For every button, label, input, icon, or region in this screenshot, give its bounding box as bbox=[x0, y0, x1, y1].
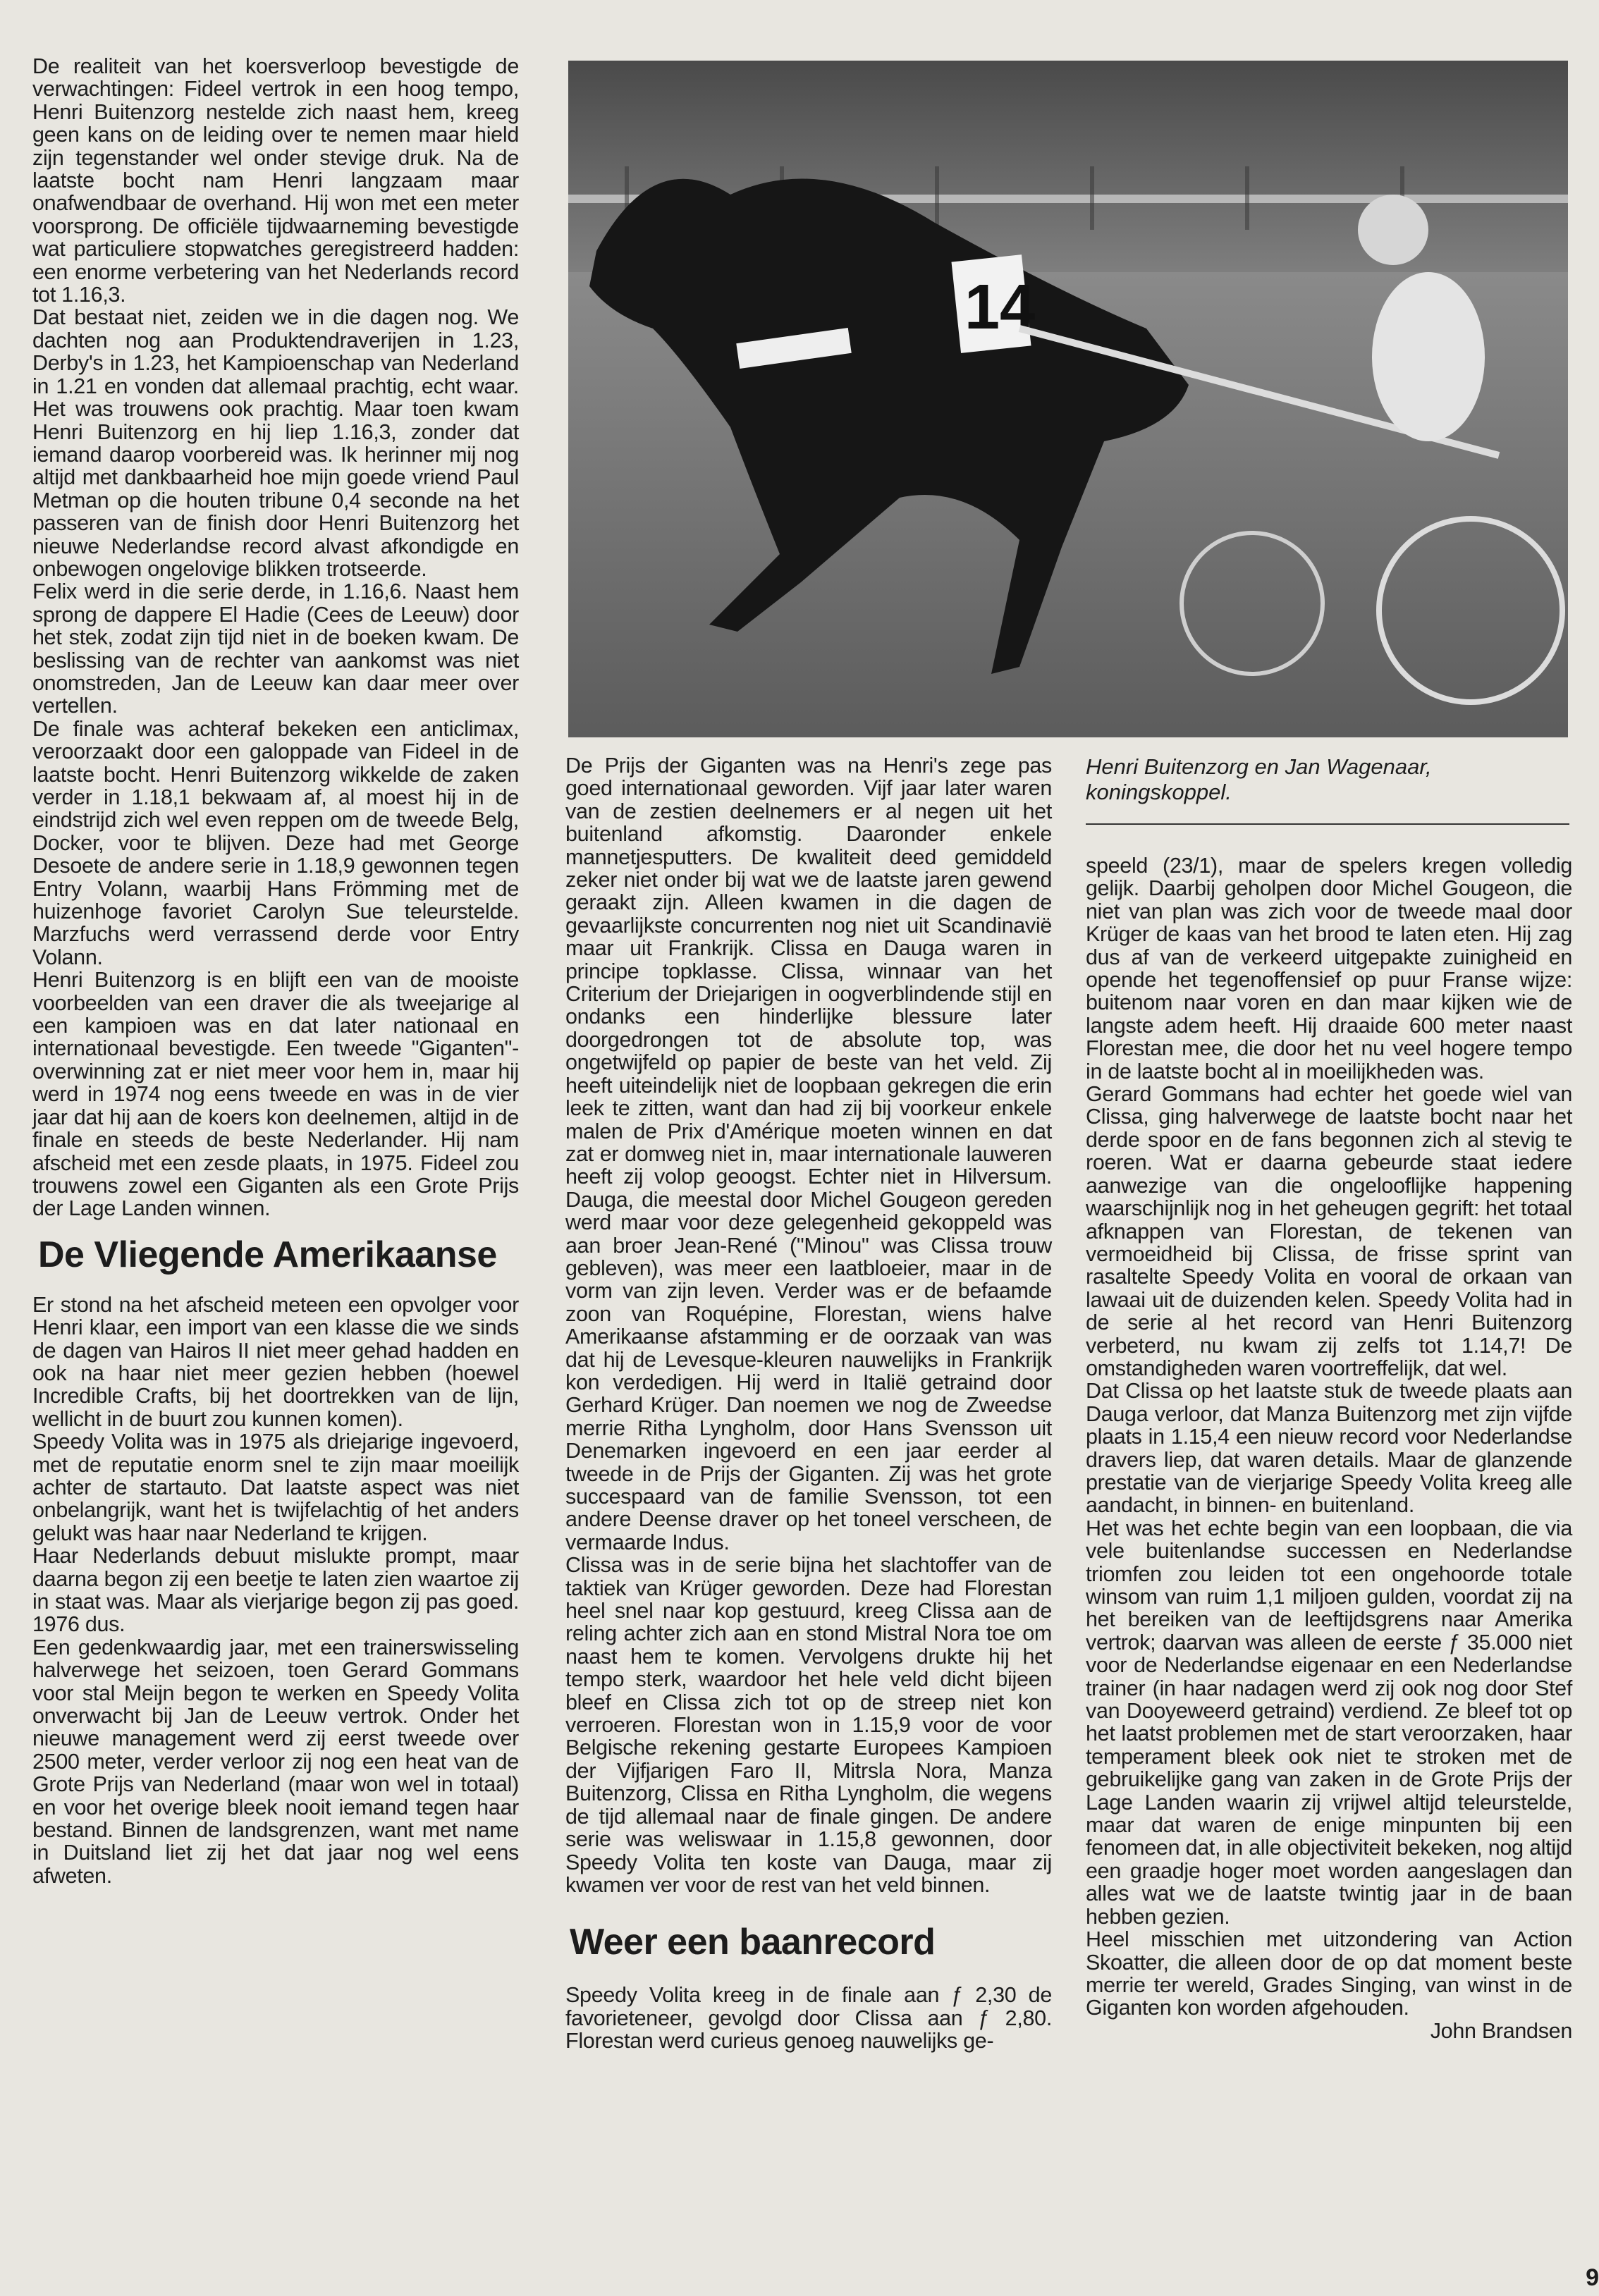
section-heading-weer-een-baanrecord: Weer een baanrecord bbox=[570, 1922, 936, 1963]
section-heading-de-vliegende-amerikaanse: De Vliegende Amerikaanse bbox=[38, 1234, 497, 1275]
caption-divider bbox=[1086, 823, 1569, 825]
harness-racing-photo bbox=[568, 61, 1568, 737]
paragraph: speeld (23/1), maar de spelers kregen volledig gelijk. Daarbij geholpen door Michel Gougeon, die niet van plan was zich voor de tweede maal door Krüger de kaas van het brood te laten eten. Hij zag dus af van de verkeerd uitgepakte zuinigheid en opende het tegenoffensief op puur Franse wijze: buitenom naar voren en dan maar kijken wie de langste adem heeft. Hij draaide 600 meter naast Florestan mee, die door het nu veel hogere tempo in de laatste bocht al in moeilijkheden was. bbox=[1086, 854, 1572, 1083]
paragraph: Haar Nederlands debuut mislukte prompt, maar daarna begon zij een beetje te laten zien waartoe zij in staat was. Maar als vierjarige begon zij pas goed. 1976 dus. bbox=[32, 1544, 519, 1637]
paragraph: Dat bestaat niet, zeiden we in die dagen nog. We dachten nog aan Produktendraverijen in 1.23, Derby's in 1.23, het Kampioenschap van Nederland in 1.21 en vonden dat allemaal prachtig, echt waar. Het was trouwens ook prachtig. Maar toen kwam Henri Buitenzorg en hij liep 1.16,3, zonder dat iemand daarop voorbereid was. Ik herinner mij nog altijd met dankbaarheid hoe mijn goede vriend Paul Metman op die houten tribune 0,4 seconde na het passeren van de finish door Henri Buitenzorg het nieuwe Nederlandse record alvast afkondigde en onbewogen ongelovige blikken trotseerde. bbox=[32, 305, 519, 581]
paragraph: Gerard Gommans had echter het goede wiel van Clissa, ging halverwege de laatste bocht naar het derde spoor en de fans begonnen zich al stevig te roeren. Wat er daarna gebeurde staat iedere aanwezige van die ongelooflijke happening waarschijnlijk nog in het geheugen gegrift: het totaal afknappen van Florestan, de tekenen van vermoeidheid bij Clissa, de frisse sprint van rasaltelte Speedy Volita en vooral de orkaan van lawaai uit de duizenden kelen. Speedy Volita had in de serie al het record van Henri Buitenzorg verbeterd, nu kwam zij zelfs tot 1.14,7! De omstandigheden waren voortreffelijk, dat wel. bbox=[1086, 1082, 1572, 1380]
photo-caption: Henri Buitenzorg en Jan Wagenaar, koningskoppel. bbox=[1086, 754, 1432, 804]
author-signature: John Brandsen bbox=[1430, 2018, 1572, 2043]
paragraph: Henri Buitenzorg is en blijft een van de mooiste voorbeelden van een draver die als tweejarige al een kampioen was en dat later nationaal en internationaal bevestigde. Een tweede "Giganten"-overwinning zat er niet meer voor hem in, maar hij werd in 1974 nog eens tweede en was in de vier jaar dat hij aan de koers kon deelnemen, altijd in de finale en steeds de beste Nederlander. Hij nam afscheid met een zesde plaats, in 1975. Fideel zou trouwens zowel een Giganten als een Grote Prijs der Lage Landen winnen. bbox=[32, 968, 519, 1221]
paragraph: Speedy Volita was in 1975 als driejarige ingevoerd, met de reputatie enorm snel te zijn maar moeilijk achter de startauto. Dat laatste aspect was niet onbelangrijk, want het is twijfelachtig of het anders gelukt was haar naar Nederland te krijgen. bbox=[32, 1430, 519, 1545]
page-number: 9 bbox=[1586, 2264, 1599, 2291]
paragraph: De Prijs der Giganten was na Henri's zege pas goed internationaal geworden. Vijf jaar later waren van de zestien deelnemers er al negen uit het buitenland afkomstig. Daaronder enkele mannetjesputters. De kwaliteit deed gemiddeld zeker niet onder bij wat we de laatste jaren gewend geraakt zijn. Alleen kwamen in die dagen de gevaarlijkste concurrenten nog niet uit Scandinavië maar uit Frankrijk. Clissa en Dauga waren in principe topklasse. Clissa, winnaar van het Criterium der Driejarigen in oogverblindende stijl en ondanks een hinderlijke blessure later doorgedrongen tot de absolute top, was ongetwijfeld op papier de beste van het veld. Zij heeft uiteindelijk niet de loopbaan gekregen die erin leek te zitten, want dan had zij bij voorkeur enkele malen de Prix d'Amérique moeten winnen en dat zat er domweg niet in, maar internationale lauweren heeft zij volop geoogst. Echter niet in Hilversum. Dauga, die meestal door Michel Gougeon gereden werd maar voor deze gelegenheid gekoppeld was aan broer Jean-René ("Minou" was Clissa trouw gebleven), was meer een laatbloeier, maar in de vorm van zijn leven. Verder was er de befaamde zoon van Roquépine, Florestan, wiens halve Amerikaanse afstamming er de oorzaak van was dat hij de Levesque-kleuren nauwelijks in Frankrijk kon verdedigen. Hij werd in Italië getraind door Gerhard Krüger. Dan noemen we nog de Zweedse merrie Ritha Lyngholm, door Hans Svensson uit Denemarken ingevoerd en een jaar eerder al tweede in de Prijs der Giganten. Zij was het grote succespaard van de familie Svensson, tot een andere Deense draver op het toneel verscheen, de vermaarde Indus. bbox=[565, 754, 1052, 1554]
column-3 bbox=[1086, 854, 1572, 2042]
column-1 bbox=[32, 55, 519, 1887]
paragraph: Clissa was in de serie bijna het slachtoffer van de taktiek van Krüger geworden. Deze had Florestan heel snel naar kop gestuurd, kreeg Clissa aan de reling achter zich aan en stond Mistral Nora toe om naast hem te komen. Vervolgens drukte hij het tempo sterk, waardoor het hele veld dicht bijeen bleef en Clissa zich tot op de streep niet kon verroeren. Florestan won in 1.15,9 voor de voor Belgische rekening gestarte Europees Kampioen der Vijfjarigen Faro II, Mitrsla Nora, Manza Buitenzorg, Clissa en Ritha Lyngholm, die wegens de tijd allemaal naar de finale gingen. De andere serie was weliswaar in 1.15,8 gewonnen, door Speedy Volita ten koste van Dauga, maar zij kwamen ver voor de rest van het veld binnen. bbox=[565, 1553, 1052, 1897]
paragraph: Dat Clissa op het laatste stuk de tweede plaats aan Dauga verloor, dat Manza Buitenzorg met zijn vijfde plaats in 1.15,4 een nieuw record voor Nederlandse dravers liep, dat waren details. Maar de glanzende prestatie van de vierjarige Speedy Volita kreeg alle aandacht, in binnen- en buitenland. bbox=[1086, 1379, 1572, 1518]
paragraph: De finale was achteraf bekeken een anticlimax, veroorzaakt door een galoppade van Fideel in de laatste bocht. Henri Buitenzorg wikkelde de zaken verder in 1.18,1 bekwaam af, al moest hij in de eindstrijd zich wel even reppen om de tweede Belg, Docker, voor te blijven. Deze had met George Desoete de andere serie in 1.18,9 gewonnen tegen Entry Volann, waarbij Hans Frömming met de huizenhoge favoriet Carolyn Sue teleurstelde. Marzfuchs werd verrassend derde voor Entry Volann. bbox=[32, 716, 519, 969]
saddle-cloth-number: 14 bbox=[964, 272, 1036, 343]
paragraph: Felix werd in die serie derde, in 1.16,6. Naast hem sprong de dappere El Hadie (Cees de Leeuw) door het stek, zodat zijn tijd niet in de boeken kwam. De beslissing van de rechter van aankomst was niet onomstreden, Jan de Leeuw kan daar meer over vertellen. bbox=[32, 579, 519, 718]
paragraph: De realiteit van het koersverloop bevestigde de verwachtingen: Fideel vertrok in een hoog tempo, Henri Buitenzorg nestelde zich naast hem, kreeg geen kans on de leiding over te nemen maar hield zijn tegenstander wel onder stevige druk. Na de laatste bocht nam Henri langzaam maar onafwendbaar de overhand. Hij won met een meter voorsprong. De officiële tijdwaarneming bevestigde wat particuliere stopwatches geregistreerd hadden: een enorme verbetering van het Nederlands record tot 1.16,3. bbox=[32, 54, 519, 307]
paragraph: Het was het echte begin van een loopbaan, die via vele buitenlandse successen en Nederlandse triomfen zou leiden tot een ongehoorde totale winsom van ruim 1,1 miljoen gulden, voordat zij na het bereiken van de leeftijdsgrens naar Amerika vertrok; daarvan was alleen de eerste ƒ 35.000 niet voor de Nederlandse eigenaar en een Nederlandse trainer (in haar nadagen werd zij ook nog door Stef van Dooyeweerd getraind) verdiend. Ze bleef tot op het laatst problemen met de start veroorzaken, haar temperament bleek ook niet te stroken met de gebruikelijke gang van zaken in de Grote Prijs der Lage Landen waarin zij vrijwel altijd teleurstelde, maar dat waren de enige minpunten bij een fenomeen dat, in alle objectiviteit bekeken, nog altijd een graadje hoger moet worden aangeslagen dan alles wat we de laatste twintig jaar in de baan hebben gezien. bbox=[1086, 1516, 1572, 1929]
paragraph: Heel misschien met uitzondering van Action Skoatter, die alleen door de op dat moment beste merrie ter wereld, Grades Singing, van winst in de Giganten kon worden afgehouden. bbox=[1086, 1927, 1572, 2020]
paragraph: Er stond na het afscheid meteen een opvolger voor Henri klaar, een import van een klasse die we sinds de dagen van Hairos II niet meer gehad hadden en ook na haar niet meer gezien hebben (hoewel Incredible Crafts, bij het doortrekken van de lijn, wellicht in de buurt zou kunnen komen). bbox=[32, 1292, 519, 1431]
paragraph: Een gedenkwaardig jaar, met een trainerswisseling halverwege het seizoen, toen Gerard Gommans voor stal Meijn begon te werken en Speedy Volita onverwacht bij Jan de Leeuw vertrok. Onder het nieuwe management werd zij eerst tweede over 2500 meter, verder verloor zij nog een heat van de Grote Prijs van Nederland (maar won wel in totaal) en voor het overige bleek nooit iemand tegen haar bestand. Binnen de landsgrenzen, want met name in Duitsland liet zij het dat jaar nog wel eens afweten. bbox=[32, 1635, 519, 1888]
column-2 bbox=[565, 754, 1052, 2053]
paragraph: Speedy Volita kreeg in de finale aan ƒ 2,30 de favorieteneer, gevolgd door Clissa aan ƒ 2,80. Florestan werd curieus genoeg nauwelijks ge- bbox=[565, 1983, 1052, 2053]
